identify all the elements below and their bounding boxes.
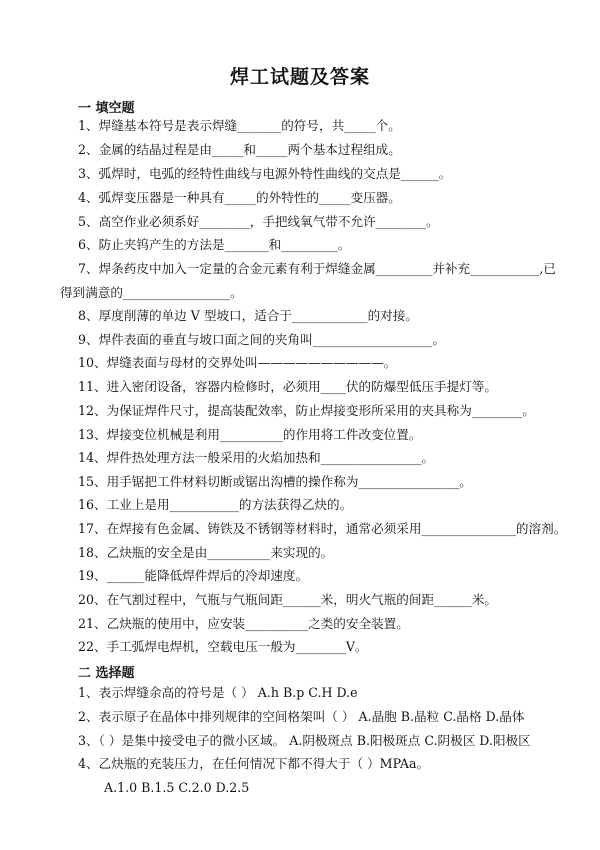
- fill-question: 18、乙炔瓶的安全是由__________来实现的。: [78, 545, 334, 560]
- fill-question: 12、为保证焊件尺寸，提高装配效率，防止焊接变形所采用的夹具称为________。: [78, 403, 535, 418]
- fill-question: 15、用手锯把工件材料切断或锯出沟槽的操作称为________________。: [78, 474, 472, 489]
- fill-question: 22、手工弧焊电焊机，空载电压一般为________V。: [78, 639, 368, 654]
- fill-question: 13、焊接变位机械是利用__________的作用将工件改变位置。: [78, 427, 422, 442]
- fill-question: 16、工业上是用___________的方法获得乙炔的。: [78, 497, 353, 512]
- fill-question: 2、金属的结晶过程是由_____和_____两个基本过程组成。: [78, 142, 401, 157]
- fill-question: 14、焊件热处理方法一般采用的火焰加热和________________。: [78, 450, 435, 465]
- fill-question: 19、______能降低焊件焊后的冷却速度。: [78, 568, 309, 583]
- page-title: 焊工试题及答案: [229, 66, 370, 88]
- section-heading-fill: 一 填空题: [78, 101, 135, 116]
- fill-question-continuation: 得到满意的_________________。: [60, 285, 243, 300]
- fill-question: 1、焊缝基本符号是表示焊缝_______的符号，共_____个。: [78, 118, 401, 133]
- fill-question: 6、防止夹钨产生的方法是_______和_________。: [78, 237, 351, 252]
- fill-question: 11、进入密闭设备，容器内检修时，必须用____伏的防爆型低压手提灯等。: [78, 379, 498, 394]
- fill-question: 7、焊条药皮中加入一定量的合金元素有利于焊缝金属_________并补充___________,已: [78, 261, 556, 276]
- fill-question: 17、在焊接有色金属、铸铁及不锈钢等材料时，通常必须采用_______________的溶剂。: [78, 521, 567, 536]
- fill-question: 20、在气割过程中，气瓶与气瓶间距______米，明火气瓶的间距______米。: [78, 592, 498, 607]
- fill-question: 5、高空作业必须系好________，手把线氧气带不允许________。: [78, 214, 439, 229]
- fill-question: 10、焊缝表面与母材的交界处叫——————————。: [78, 355, 397, 370]
- choice-question: 4、乙炔瓶的充装压力，在任何情况下都不得大于（ ）MPAa。: [78, 756, 430, 771]
- choice-question: 1、表示焊缝余高的符号是（ ） A.h B.p C.H D.e: [78, 685, 358, 700]
- choice-question: 3、（ ）是集中接受电子的微小区域。 A.阴极斑点 B.阳极斑点 C.阴极区 D.阳极区: [78, 733, 531, 748]
- fill-question: 3、弧焊时，电弧的经特性曲线与电源外特性曲线的交点是______。: [78, 166, 452, 181]
- fill-question: 9、焊件表面的垂直与坡口面之间的夹角叫___________________。: [78, 332, 445, 347]
- fill-question: 21、乙炔瓶的使用中，应安装__________之类的安全装置。: [78, 616, 409, 631]
- choice-options: A.1.0 B.1.5 C.2.0 D.2.5: [104, 780, 250, 795]
- choice-question: 2、表示原子在晶体中排列规律的空间格架叫（ ） A.晶胞 B.晶粒 C.晶格 D.晶体: [78, 709, 525, 724]
- fill-question: 4、弧焊变压器是一种具有_____的外特性的_____变压器。: [78, 190, 401, 205]
- fill-question: 8、厚度削薄的单边 V 型坡口，适合于____________的对接。: [78, 308, 418, 323]
- section-heading-choice: 二 选择题: [78, 666, 135, 681]
